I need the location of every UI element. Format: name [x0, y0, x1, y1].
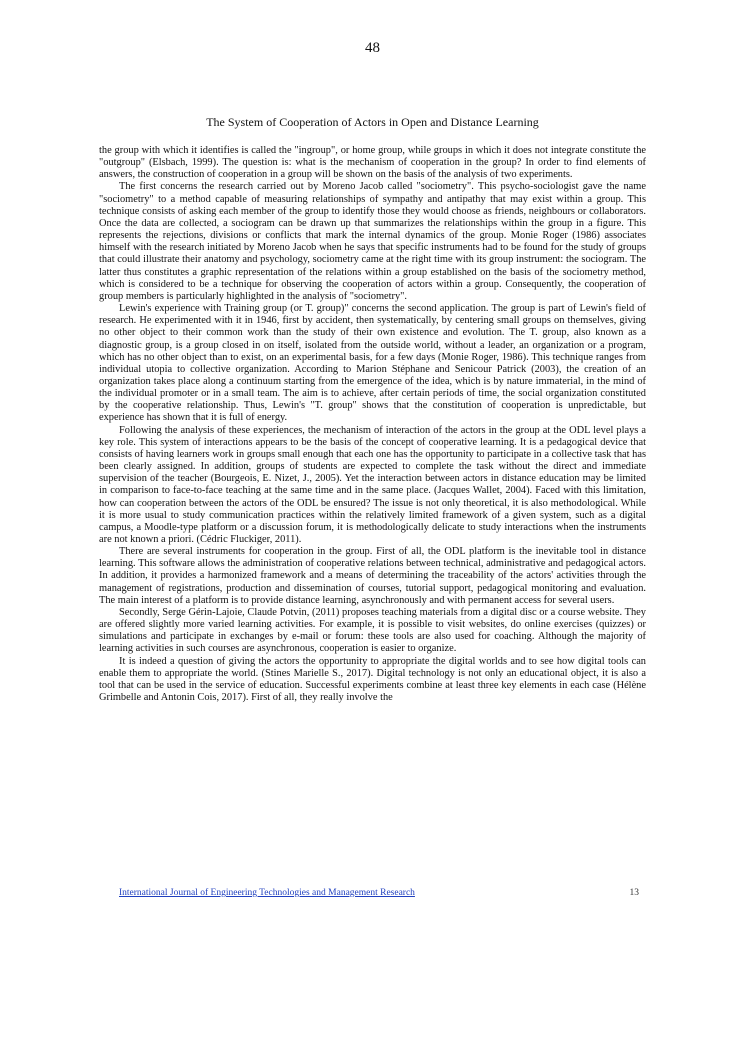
paragraph-t-group: Lewin's experience with Training group (or T. group)" concerns the second application. The group is part of Lewin's field of research. He experimented with it in 1946, first by accident, then systematically, by centering small groups on themselves, giving no other object to their common work than the study of their own existence and evolution. The T. group, also known as a diagnostic group, is a group closed in on itself, isolated from the outside world, without a leader, an organization or a program, which has no other object than to exist, on an experimental basis, for a few days (Monie Roger, 1986). This technique ranges from individual utopia to collective organization. According to Marion Stéphane and Senicour Patrick (2003), the creation of an organization takes place along a continuum starting from the emergence of the idea, which is by nature immaterial, in the mind of the individual promoter or in a small team. The aim is to achieve, after certain periods of time, the social organization constituted by the cooperative relationship. Thus, Lewin's "T. group" shows that the constitution of cooperation is unpredictable, but experience has shown that it is full of energy. [99, 303, 646, 424]
paragraph-interaction: Following the analysis of these experiences, the mechanism of interaction of the actors in the group at the ODL level plays a key role. This system of interactions appears to be the basis of the concept of cooperative learning. It is a pedagogical device that consists of having learners work in groups small enough that each one has the opportunity to participate in a collective task that has been clearly assigned. In addition, groups of students are expected to complete the task without the direct and immediate supervision of the teacher (Bourgeois, E. Nizet, J., 2005). Yet the interaction between actors in distance education may be limited in comparison to face-to-face teaching at the same time and in the same place. (Jacques Wallet, 2004). Faced with this limitation, how can cooperation between the actors of the ODL be ensured? The issue is not only theoretical, it is also methodological. While it is more usual to study communication practices within the relatively limited framework of a given system, such as a digital campus, a Moodle-type platform or a discussion forum, it is methodologically delicate to study interactions when the instruments are not known a priori. (Cédric Fluckiger, 2011). [99, 424, 646, 545]
paragraph-sociometry: The first concerns the research carried out by Moreno Jacob called "sociometry". This psycho-sociologist gave the name "sociometry" to a method capable of measuring relationships of sympathy and antipathy that may exist within a group. This technique consists of asking each member of the group to identify those they would choose as friends, neighbours or collaborators. Once the data are collected, a sociogram can be drawn up that summarizes the relationships within the group in a figure. This represents the rejections, divisions or conflicts that mark the internal dynamics of the group. Monie Roger (1986) associates himself with the research initiated by Moreno Jacob when he says that specific instruments had to be found for the study of groups that could illustrate their anatomy and psychology, sociometry came at the right time with its group instrument: the sociogram. The latter thus constitutes a graphic representation of the relations within a group established on the basis of the sociometry method, which is considered to be a technique for observing the cooperation of actors within a group. Consequently, the cooperation of group members is particularly highlighted in the analysis of "sociometry". [99, 181, 646, 302]
footer-page-number: 13 [629, 888, 639, 898]
paragraph-digital-worlds: It is indeed a question of giving the actors the opportunity to appropriate the digital worlds and to see how digital tools can enable them to appropriate the world. (Stines Marielle S., 2017). Digital technology is not only an educational object, it is also a tool that can be used in the service of education. Successful experiments combine at least three key elements in each case (Hélène Grimbelle and Antonin Cois, 2017). First of all, they really involve the [99, 655, 646, 704]
paragraph-platform: There are several instruments for cooperation in the group. First of all, the ODL platform is the inevitable tool in distance learning. This software allows the administration of cooperative relations between technical, administrative and pedagogical actors. In addition, it provides a harmonized framework and a means of determining the traceability of the actors' activities through the management of registrations, production and dissemination of courses, tutorial support, pedagogical monitoring and evaluation. The main interest of a platform is to provide distance learning, asynchronously and with permanent access for several users. [99, 546, 646, 606]
journal-link[interactable]: International Journal of Engineering Technologies and Management Research [119, 888, 415, 898]
paragraph-continuation: the group with which it identifies is called the "ingroup", or home group, while groups in which it does not integrate constitute the "outgroup" (Elsbach, 1999). The question is: what is the mechanism of cooperation in the group? In order to find elements of answers, the construction of cooperation in a group will be shown on the basis of the analysis of two experiments. [99, 145, 646, 181]
paragraph-teaching-materials: Secondly, Serge Gérin-Lajoie, Claude Potvin, (2011) proposes teaching materials from a digital disc or a course website. They are offered slightly more varied learning activities. For example, it is possible to visit websites, do online exercises (quizzes) or simulations and participate in exchanges by e-mail or forum: these tools are also used for coaching. Although the majority of learning activities in such courses are asynchronous, cooperation is easier to organize. [99, 606, 646, 655]
page-number: 48 [365, 40, 380, 56]
page-footer [119, 888, 639, 902]
body-text [99, 145, 646, 704]
running-title: The System of Cooperation of Actors in Open and Distance Learning [206, 115, 539, 129]
